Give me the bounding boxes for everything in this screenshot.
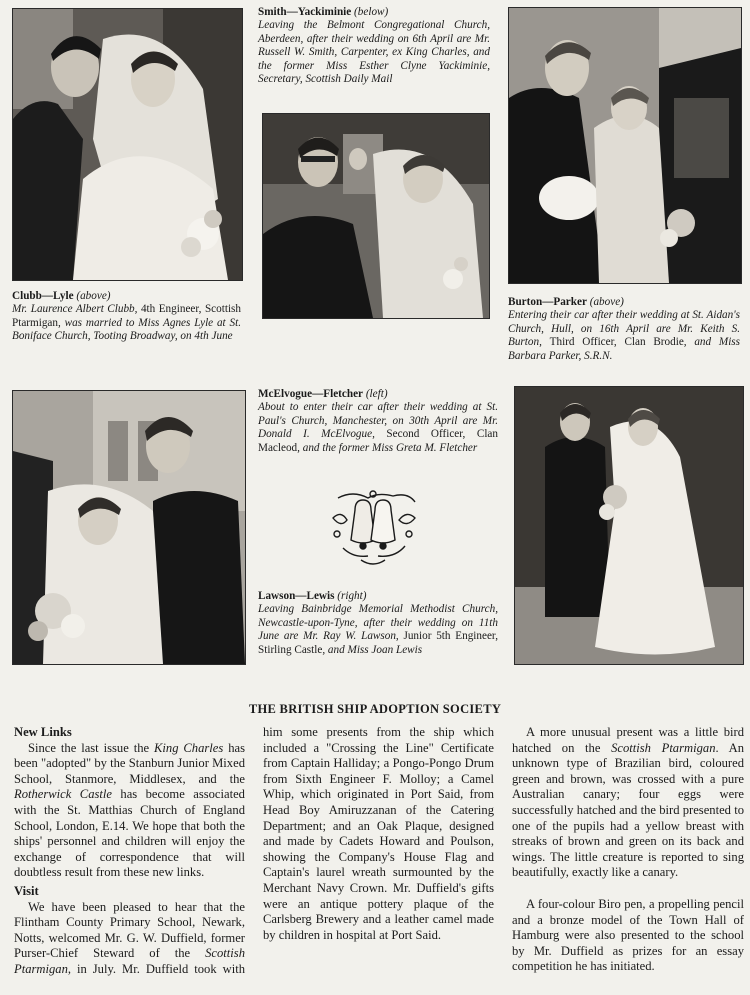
caption-text: , and the former Miss Greta M. Fletcher [297,441,478,454]
caption-position: (above) [589,296,624,308]
caption-heading: Burton—Parker [508,296,587,308]
photo-burton-parker [508,7,742,284]
text-run: Since the last issue the [28,740,154,755]
ship-name: Scottish Ptarmigan [611,740,716,755]
caption-text: Leaving Bainbridge Memorial Methodist Church, Newcastle-upon-Tyne, after their wedding on 11th June are Mr. Ray W. Lawson, [258,603,498,643]
photo-lawson-lewis [514,386,744,665]
ship-name: Rotherwick Castle [14,787,112,802]
text-run: has been "adopted" by the Stanburn Junior Mixed School, Stanmore, Middlesex, and the [14,740,245,786]
caption-text: Scottish Daily Mail [305,73,393,86]
caption-text: About to enter their car after their wedding at St. Paul's Church, Manchester, on 30th April are Mr. Donald I. McElvogue, [258,401,498,441]
article-column-1 [14,725,494,985]
caption-ship: Junior 5th Engineer, Stirling Castle [258,630,498,656]
caption-smith-yackiminie [258,6,490,86]
caption-clubb-lyle [12,290,241,344]
text-run: We have been pleased to hear that the Flintham County Primary School, Newark, Notts, welcomed Mr. G. W. Duffield, former Purser-Chief Steward of the [14,899,245,961]
caption-text: , was married to Miss Agnes Lyle at St. Boniface Church, Tooting Broadway, on 4th June [12,316,241,343]
caption-heading: Clubb—Lyle [12,290,74,302]
caption-position: (below) [354,6,389,18]
photo-smith-yackiminie [262,113,490,319]
heading-new-links: New Links [14,725,72,739]
caption-text: , and Miss Joan Lewis [322,643,423,656]
caption-ship: Third Officer, Clan Brodie [549,336,684,349]
caption-text: Mr. Laurence Albert Clubb, [12,303,141,316]
text-run: A more unusual present was a little bird hatched on the [512,725,744,755]
text-run: has become associated with the St. Matthias Church of England School, London, E.14. We hope that both the ships' personnel and children will enjoy the exchange of correspondence that will doubtless result from these new links. [14,787,245,880]
caption-position: (right) [337,590,367,602]
caption-text: Entering their car after their wedding at St. Aidan's Church, Hull, on 16th April are Mr. Keith S. Burton, [508,309,740,349]
spacer [512,881,744,897]
ship-name: Scottish Ptarmigan [14,946,245,976]
caption-position: (left) [365,388,388,400]
heading-visit: Visit [14,883,39,898]
text-run: . An unknown type of Brazilian bird, coloured green and brown, was crossed with a pure Australian canary; four eggs were successfully hatched and the bird presented to one of the pupils had a yellow breast with streaks of brown and green on its back and wings. The little creature is reported to sing beautifully, exactly like a canary. [512,740,744,880]
caption-mcelvogue-fletcher [258,388,498,455]
text-run: , in July. Mr. Duffield took with him some presents from the ship which included a "Crossing the Line" Certificate from Captain Halliday; a Pongo-Pongo Drum from Sixth Engineer F. Molloy; a Camel Whip, which originated in Port Said, from Head Boy Amiruzzanan of the Catering Department; and an Oak Plaque, designed and made by Cadets Howard and Poulson, showing the Company's House Flag and Captain's laurel wreath surmounted by the Merchant Navy Crown. Mr. Duffield's gifts were an antique pottery plaque of the Carlsberg Brewery and a leather camel made by children in hospital at Port Said. [67,725,494,976]
caption-heading: Lawson—Lewis [258,590,335,602]
caption-burton-parker [508,296,740,363]
photo-clubb-lyle [12,8,243,281]
caption-text: , and Miss Barbara Parker, S.R.N. [508,336,741,362]
article-column-3 [512,725,744,975]
caption-heading: McElvogue—Fletcher [258,388,364,400]
caption-lawson-lewis [258,590,498,657]
caption-text: Leaving the Belmont Congregational Church, Aberdeen, after their wedding on 6th April are Mr. Russell W. Smith, Carpenter, ex King Charles, and the former Miss Esther Clyne Yackiminie, Secretary, [258,19,490,86]
wedding-bells-icon [323,488,423,570]
ship-name: King Charles [154,740,224,755]
paragraph-new-links [14,741,245,881]
section-title: THE BRITISH SHIP ADOPTION SOCIETY [248,702,502,716]
caption-ship: 4th Engineer, Scottish Ptarmigan [12,303,241,329]
photo-mcelvogue-fletcher [12,390,246,665]
caption-heading: Smith—Yackiminie [258,6,352,18]
caption-ship: Second Officer, Clan Macleod [258,428,498,454]
paragraph-prizes: A four-colour Biro pen, a propelling pencil and a bronze model of the Town Hall of Hamburg were also presented to the school by Mr. Duffield as prizes for an essay competition he has initiated. [512,896,744,974]
paragraph-bird [512,725,744,881]
caption-position: (above) [76,290,111,302]
